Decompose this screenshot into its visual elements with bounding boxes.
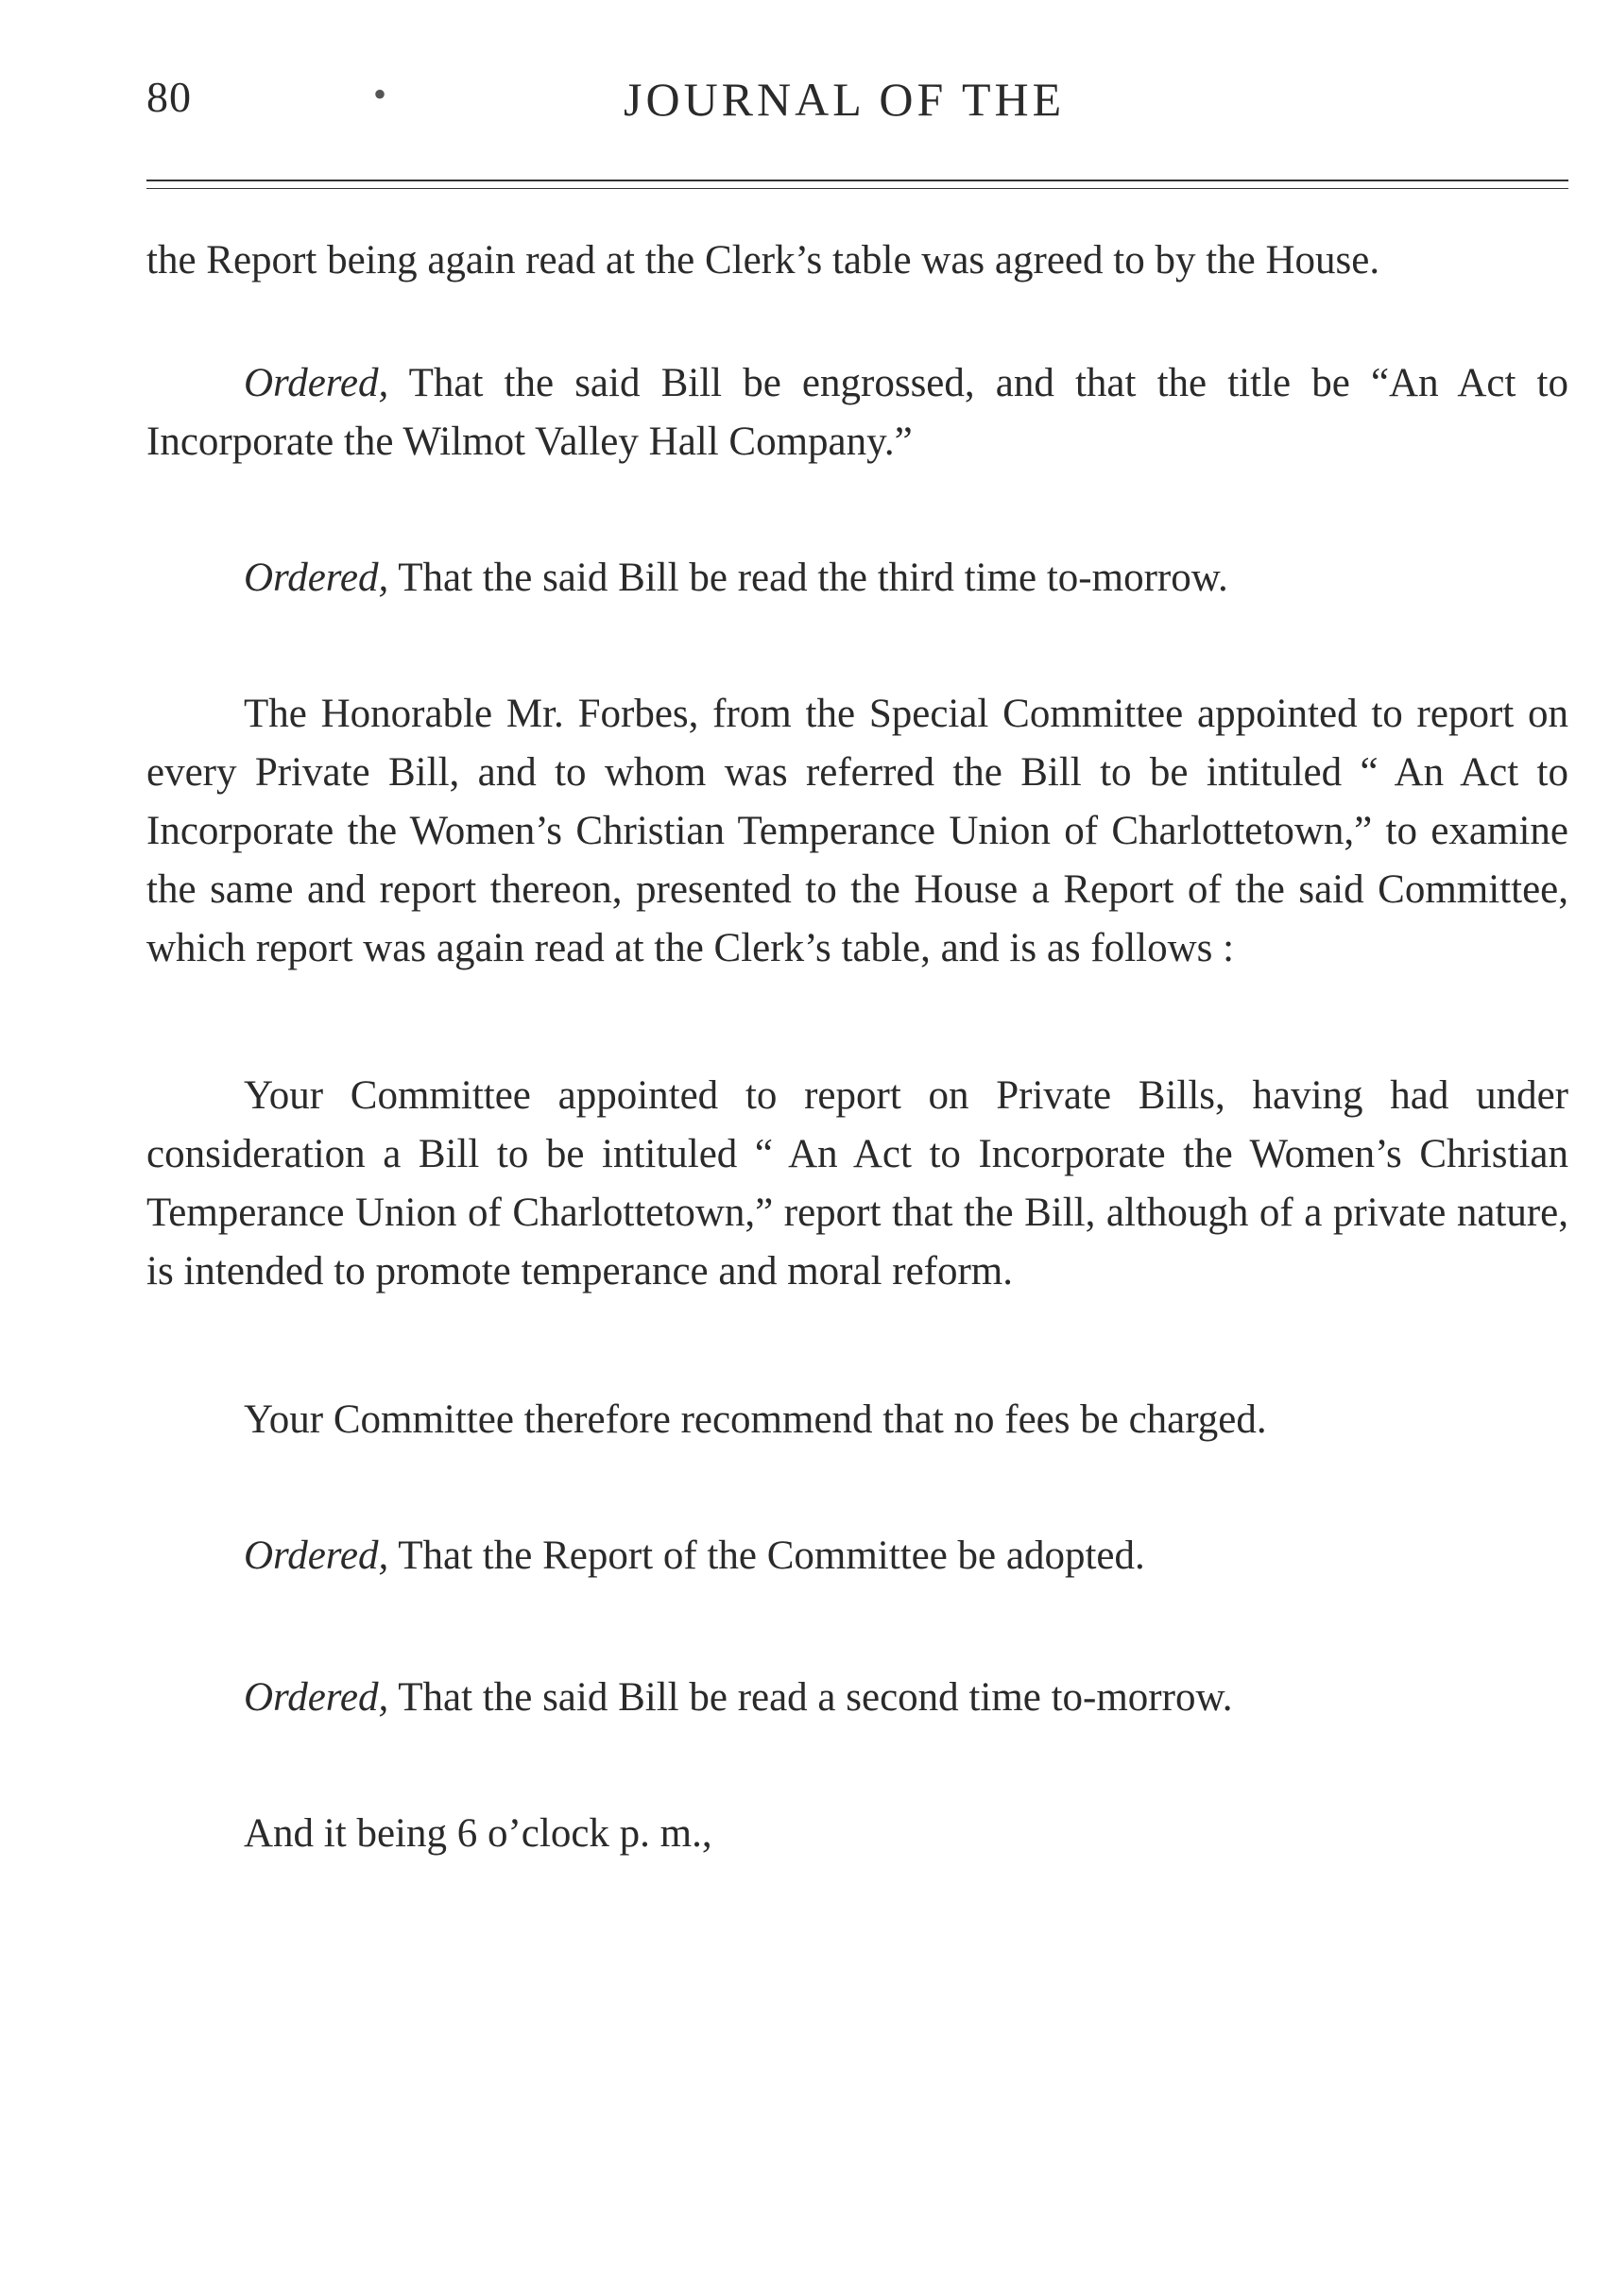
paragraph-ordered-third-reading — [146, 549, 1568, 608]
paragraph-ordered-adopted — [146, 1527, 1568, 1585]
header-dot: • — [373, 73, 387, 115]
paragraph-text: The Honorable Mr. Forbes, from the Special Committee appointed to report on every Private Bill, and to whom was referred the Bill to be intituled “ An Act to Incorporate the Women’s Christian Temperance Union of Charlottetown,” to examine the same and report thereon, presented to the House a Report of the said Committee, which report was again read at the Clerk’s table, and is as follows : — [146, 692, 1568, 970]
paragraph-text: That the said Bill be engrossed, and that the title be “An Act to Incorporate the Wilmot Valley Hall Company.” — [146, 361, 1568, 464]
paragraph-text: That the said Bill be read the third time to-morrow. — [388, 556, 1228, 600]
page-header — [146, 72, 1564, 138]
header-rule-bottom — [146, 188, 1568, 189]
paragraph-committee-report — [146, 1067, 1568, 1301]
paragraph-forbes-report — [146, 685, 1568, 978]
paragraph-text: That the said Bill be read a second time to-morrow. — [388, 1675, 1233, 1720]
ordered-label: Ordered, — [244, 361, 389, 405]
header-rule-top — [146, 180, 1568, 181]
paragraph-ordered-engrossed — [146, 354, 1568, 471]
paragraph-six-oclock — [146, 1805, 1568, 1863]
ordered-label: Ordered, — [244, 556, 389, 600]
paragraph-ordered-second-reading — [146, 1669, 1568, 1727]
paragraph-text: Your Committee therefore recommend that no fees be charged. — [244, 1397, 1267, 1442]
paragraph-text: That the Report of the Committee be adopted. — [388, 1534, 1145, 1578]
paragraph-text: And it being 6 o’clock p. m., — [244, 1811, 712, 1856]
running-head: JOURNAL OF THE — [624, 73, 1066, 126]
ordered-label: Ordered, — [244, 1675, 389, 1720]
paragraph-report-agreed — [146, 231, 1568, 290]
paragraph-text: the Report being again read at the Clerk’s table was agreed to by the House. — [146, 238, 1380, 283]
page-number: 80 — [146, 73, 192, 121]
journal-body — [146, 231, 1568, 1863]
paragraph-text: Your Committee appointed to report on Private Bills, having had under consideration a Bill to be intituled “ An Act to Incorporate the Women’s Christian Temperance Union of Charlottetown,” report that the Bill, although of a private nature, is intended to promote temperance and moral reform. — [146, 1073, 1568, 1294]
paragraph-no-fees — [146, 1391, 1568, 1449]
ordered-label: Ordered, — [244, 1534, 389, 1578]
